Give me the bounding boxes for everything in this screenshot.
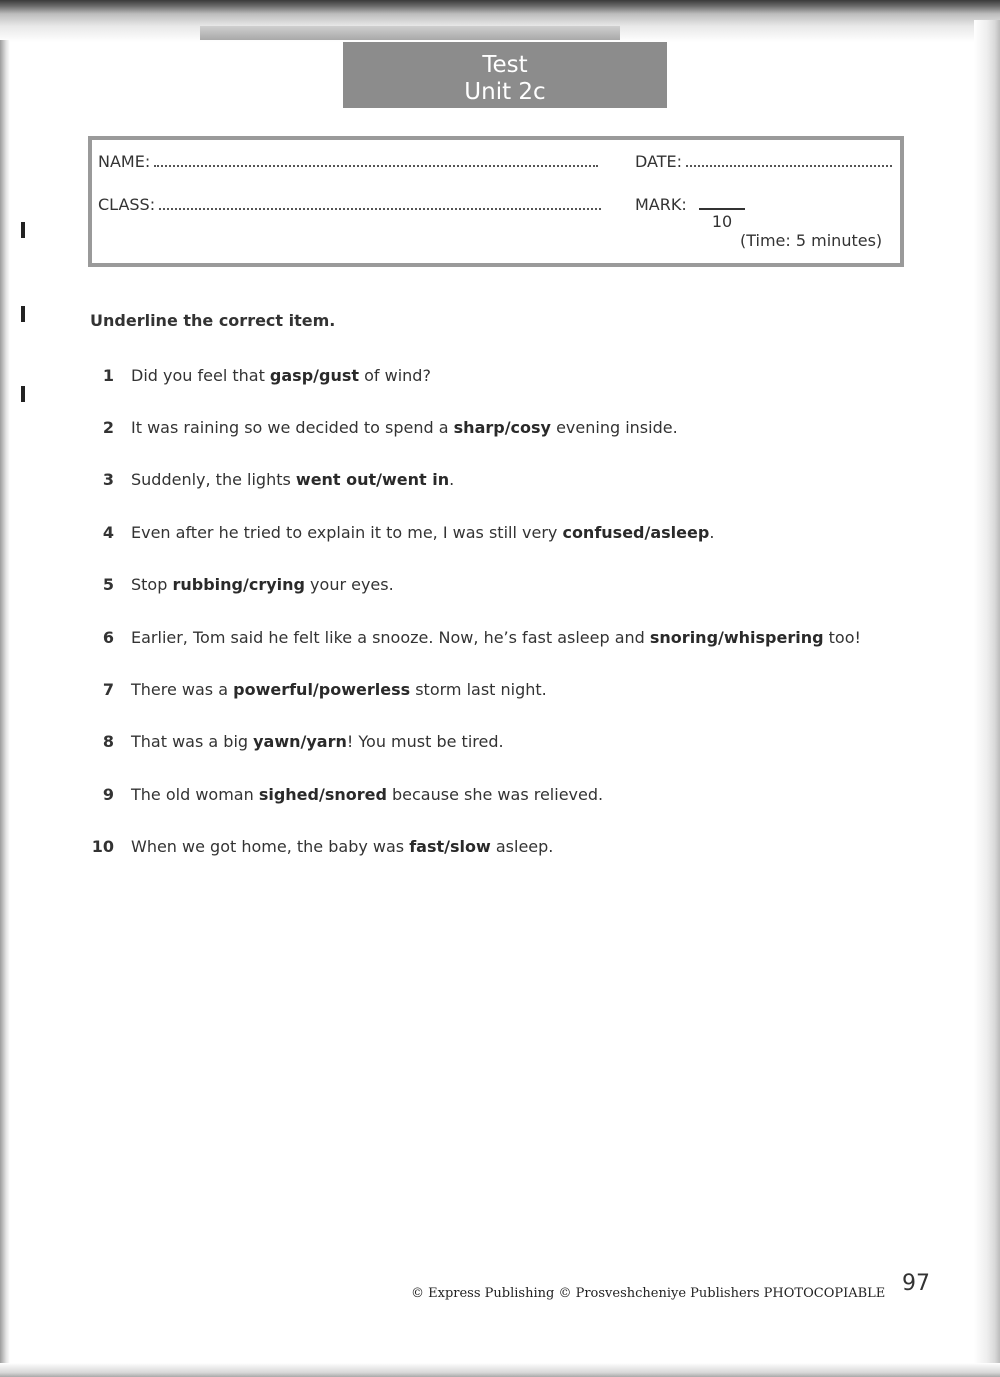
class-dotted-line xyxy=(159,196,601,210)
scan-edge-bottom xyxy=(0,1363,1000,1377)
exercise-instruction: Underline the correct item. xyxy=(90,311,336,330)
title-line-unit: Unit 2c xyxy=(464,79,546,105)
date-dotted-line xyxy=(686,153,892,167)
scan-edge-band xyxy=(200,26,620,40)
scan-edge-right xyxy=(974,20,1000,1377)
date-field[interactable] xyxy=(635,152,892,171)
answer-options[interactable]: sharp/cosy xyxy=(453,418,551,437)
answer-options[interactable]: rubbing/crying xyxy=(172,575,305,594)
answer-options[interactable]: yawn/yarn xyxy=(253,732,347,751)
answer-options[interactable]: snoring/whispering xyxy=(649,628,824,647)
name-field[interactable] xyxy=(98,152,598,171)
class-field[interactable] xyxy=(98,195,601,214)
mark-label: MARK: xyxy=(635,195,687,214)
binder-mark xyxy=(21,306,25,322)
question-item xyxy=(86,470,946,494)
answer-options[interactable]: fast/slow xyxy=(409,837,491,856)
question-text: Even after he tried to explain it to me, I was still very confused/asleep. xyxy=(131,523,715,542)
question-item xyxy=(86,785,946,809)
answer-options[interactable]: powerful/powerless xyxy=(233,680,411,699)
question-number: 3 xyxy=(102,470,114,489)
question-item xyxy=(86,366,946,390)
question-text: That was a big yawn/yarn! You must be tired. xyxy=(131,732,504,751)
question-number: 7 xyxy=(102,680,114,699)
question-item xyxy=(86,837,946,861)
name-label: NAME: xyxy=(98,152,151,171)
answer-options[interactable]: gasp/gust xyxy=(269,366,360,385)
question-number: 9 xyxy=(102,785,114,804)
question-item xyxy=(86,418,946,442)
question-number: 6 xyxy=(102,628,114,647)
question-number: 2 xyxy=(102,418,114,437)
time-note: (Time: 5 minutes) xyxy=(740,231,883,250)
test-title-block xyxy=(343,42,667,108)
question-text: Stop rubbing/crying your eyes. xyxy=(131,575,394,594)
answer-options[interactable]: sighed/snored xyxy=(258,785,387,804)
copyright-footer: © Express Publishing © Prosveshcheniye Publishers PHOTOCOPIABLE xyxy=(411,1286,886,1301)
question-number: 5 xyxy=(102,575,114,594)
question-text: There was a powerful/powerless storm last night. xyxy=(131,680,547,699)
question-text: It was raining so we decided to spend a sharp/cosy evening inside. xyxy=(131,418,678,437)
page-number: 97 xyxy=(902,1271,930,1296)
binder-mark xyxy=(21,222,25,238)
question-number: 1 xyxy=(102,366,114,385)
question-item xyxy=(86,575,946,599)
answer-options[interactable]: confused/asleep xyxy=(562,523,710,542)
question-item xyxy=(86,628,946,652)
question-text: Did you feel that gasp/gust of wind? xyxy=(131,366,431,385)
question-number: 10 xyxy=(91,837,114,856)
mark-fraction-bar xyxy=(699,208,745,210)
question-text: When we got home, the baby was fast/slow asleep. xyxy=(131,837,554,856)
question-number: 8 xyxy=(102,732,114,751)
question-item xyxy=(86,680,946,704)
question-text: Earlier, Tom said he felt like a snooze. Now, he’s fast asleep and snoring/whispering too! xyxy=(131,628,861,647)
question-text: Suddenly, the lights went out/went in. xyxy=(131,470,455,489)
title-line-test: Test xyxy=(482,52,528,78)
mark-denominator: 10 xyxy=(711,212,733,231)
question-number: 4 xyxy=(102,523,114,542)
student-info-box xyxy=(88,136,904,267)
binder-mark xyxy=(21,386,25,402)
question-item xyxy=(86,732,946,756)
name-dotted-line xyxy=(154,153,598,167)
answer-options[interactable]: went out/went in xyxy=(295,470,450,489)
question-text: The old woman sighed/snored because she was relieved. xyxy=(131,785,604,804)
question-item xyxy=(86,523,946,547)
date-label: DATE: xyxy=(635,152,683,171)
class-label: CLASS: xyxy=(98,195,156,214)
mark-fraction[interactable] xyxy=(699,198,745,231)
scan-edge-left xyxy=(0,40,10,1377)
